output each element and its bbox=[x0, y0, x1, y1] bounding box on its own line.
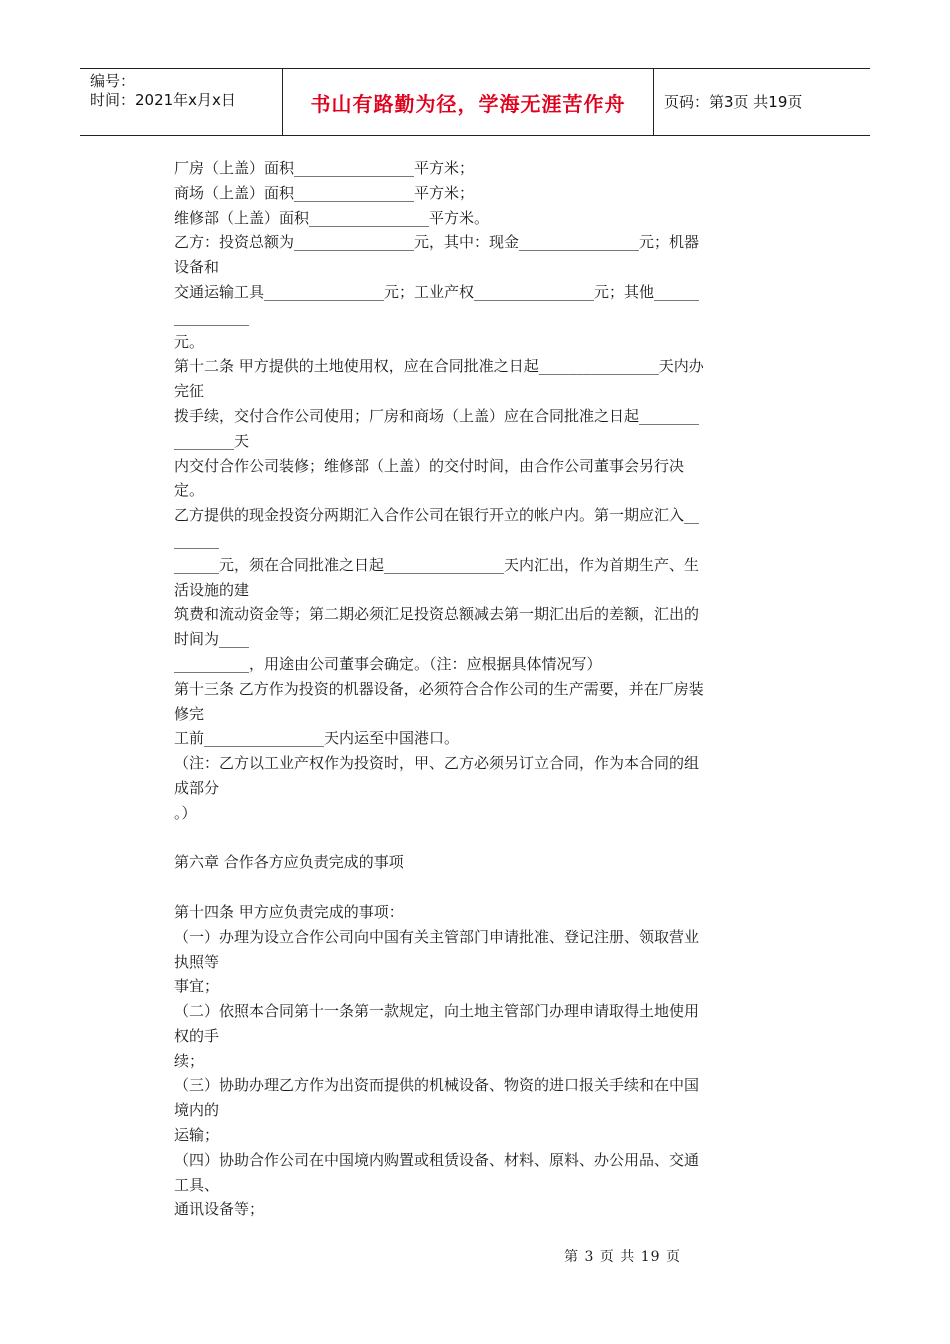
document-body bbox=[174, 156, 776, 1222]
text-line: 乙方提供的现金投资分两期汇入合作公司在银行开立的帐户内。第一期应汇入__ bbox=[174, 506, 700, 525]
text-line: ______ bbox=[174, 530, 219, 549]
document-time-label: 时间：2021年x月x日 bbox=[90, 91, 236, 109]
text-line: 通讯设备等； bbox=[174, 1200, 265, 1219]
text-line: 工具、 bbox=[174, 1175, 220, 1194]
text-line: 第十四条 甲方应负责完成的事项： bbox=[174, 902, 404, 921]
header-motto-cell bbox=[282, 69, 654, 135]
text-line: （三）协助办理乙方作为出资而提供的机械设备、物资的进口报关手续和在中国 bbox=[174, 1076, 700, 1095]
motto-text: 书山有路勤为径，学海无涯苦作舟 bbox=[310, 91, 626, 116]
text-line: 维修部（上盖）面积________________平方米。 bbox=[174, 208, 490, 227]
text-line: （注：乙方以工业产权作为投资时，甲、乙方必须另订立合同，作为本合同的组 bbox=[174, 754, 700, 773]
document-id-label: 编号： bbox=[90, 72, 136, 90]
text-line: 。） bbox=[174, 803, 197, 822]
text-line: 内交付合作公司装修；维修部（上盖）的交付时间，由合作公司董事会另行决 bbox=[174, 456, 685, 475]
text-line: 完征 bbox=[174, 382, 205, 401]
page-footer: 第 3 页 共 19 页 bbox=[564, 1249, 681, 1265]
text-line: 工前________________天内运至中国港口。 bbox=[174, 729, 460, 748]
text-line: 筑费和流动资金等；第二期必须汇足投资总额减去第一期汇出后的差额，汇出的 bbox=[174, 605, 700, 624]
text-line: （一）办理为设立合作公司向中国有关主管部门申请批准、登记注册、领取营业 bbox=[174, 927, 700, 946]
header-page-cell bbox=[654, 69, 870, 135]
text-line: 商场（上盖）面积________________平方米； bbox=[174, 183, 475, 202]
header-page-number: 页码：第3页 共19页 bbox=[664, 93, 803, 111]
blank-line bbox=[174, 826, 776, 851]
text-line: （四）协助合作公司在中国境内购置或租赁设备、材料、原料、办公用品、交通 bbox=[174, 1150, 700, 1169]
text-line: 境内的 bbox=[174, 1101, 220, 1120]
text-line: ________天 bbox=[174, 431, 250, 450]
text-line: 活设施的建 bbox=[174, 580, 250, 599]
text-line: 乙方：投资总额为________________元，其中：现金________________元；机器 bbox=[174, 233, 700, 252]
text-line: 交通运输工具________________元；工业产权________________元；其他______ bbox=[174, 282, 700, 301]
header-info-cell bbox=[80, 69, 282, 135]
text-line: 时间为____ bbox=[174, 630, 250, 649]
text-line: 第六章 合作各方应负责完成的事项 bbox=[174, 853, 404, 872]
text-line: ______元，须在合同批准之日起________________天内汇出，作为首期生产、生 bbox=[174, 555, 700, 574]
text-line: __________，用途由公司董事会确定。（注：应根据具体情况写） bbox=[174, 654, 602, 673]
page-header bbox=[80, 68, 870, 136]
text-line: 厂房（上盖）面积________________平方米； bbox=[174, 159, 475, 177]
text-line: 权的手 bbox=[174, 1026, 220, 1045]
text-line: __________ bbox=[174, 307, 249, 326]
text-line: （二）依照本合同第十一条第一款规定，向土地主管部门办理申请取得土地使用 bbox=[174, 1002, 700, 1021]
text-line: 第十三条 乙方作为投资的机器设备，必须符合合作公司的生产需要，并在厂房装 bbox=[174, 679, 704, 698]
text-line: 第十二条 甲方提供的土地使用权，应在合同批准之日起________________天内办 bbox=[174, 357, 704, 376]
text-line: 定。 bbox=[174, 481, 205, 500]
blank-line bbox=[174, 875, 776, 900]
text-line: 拨手续，交付合作公司使用；厂房和商场（上盖）应在合同批准之日起________ bbox=[174, 406, 700, 425]
text-line: 成部分 bbox=[174, 778, 220, 797]
text-line: 修完 bbox=[174, 704, 205, 723]
text-line: 续； bbox=[174, 1051, 205, 1070]
text-line: 设备和 bbox=[174, 258, 220, 277]
text-line: 执照等 bbox=[174, 952, 220, 971]
text-line: 元。 bbox=[174, 332, 205, 351]
text-line: 事宜； bbox=[174, 977, 220, 996]
text-line: 运输； bbox=[174, 1126, 220, 1145]
